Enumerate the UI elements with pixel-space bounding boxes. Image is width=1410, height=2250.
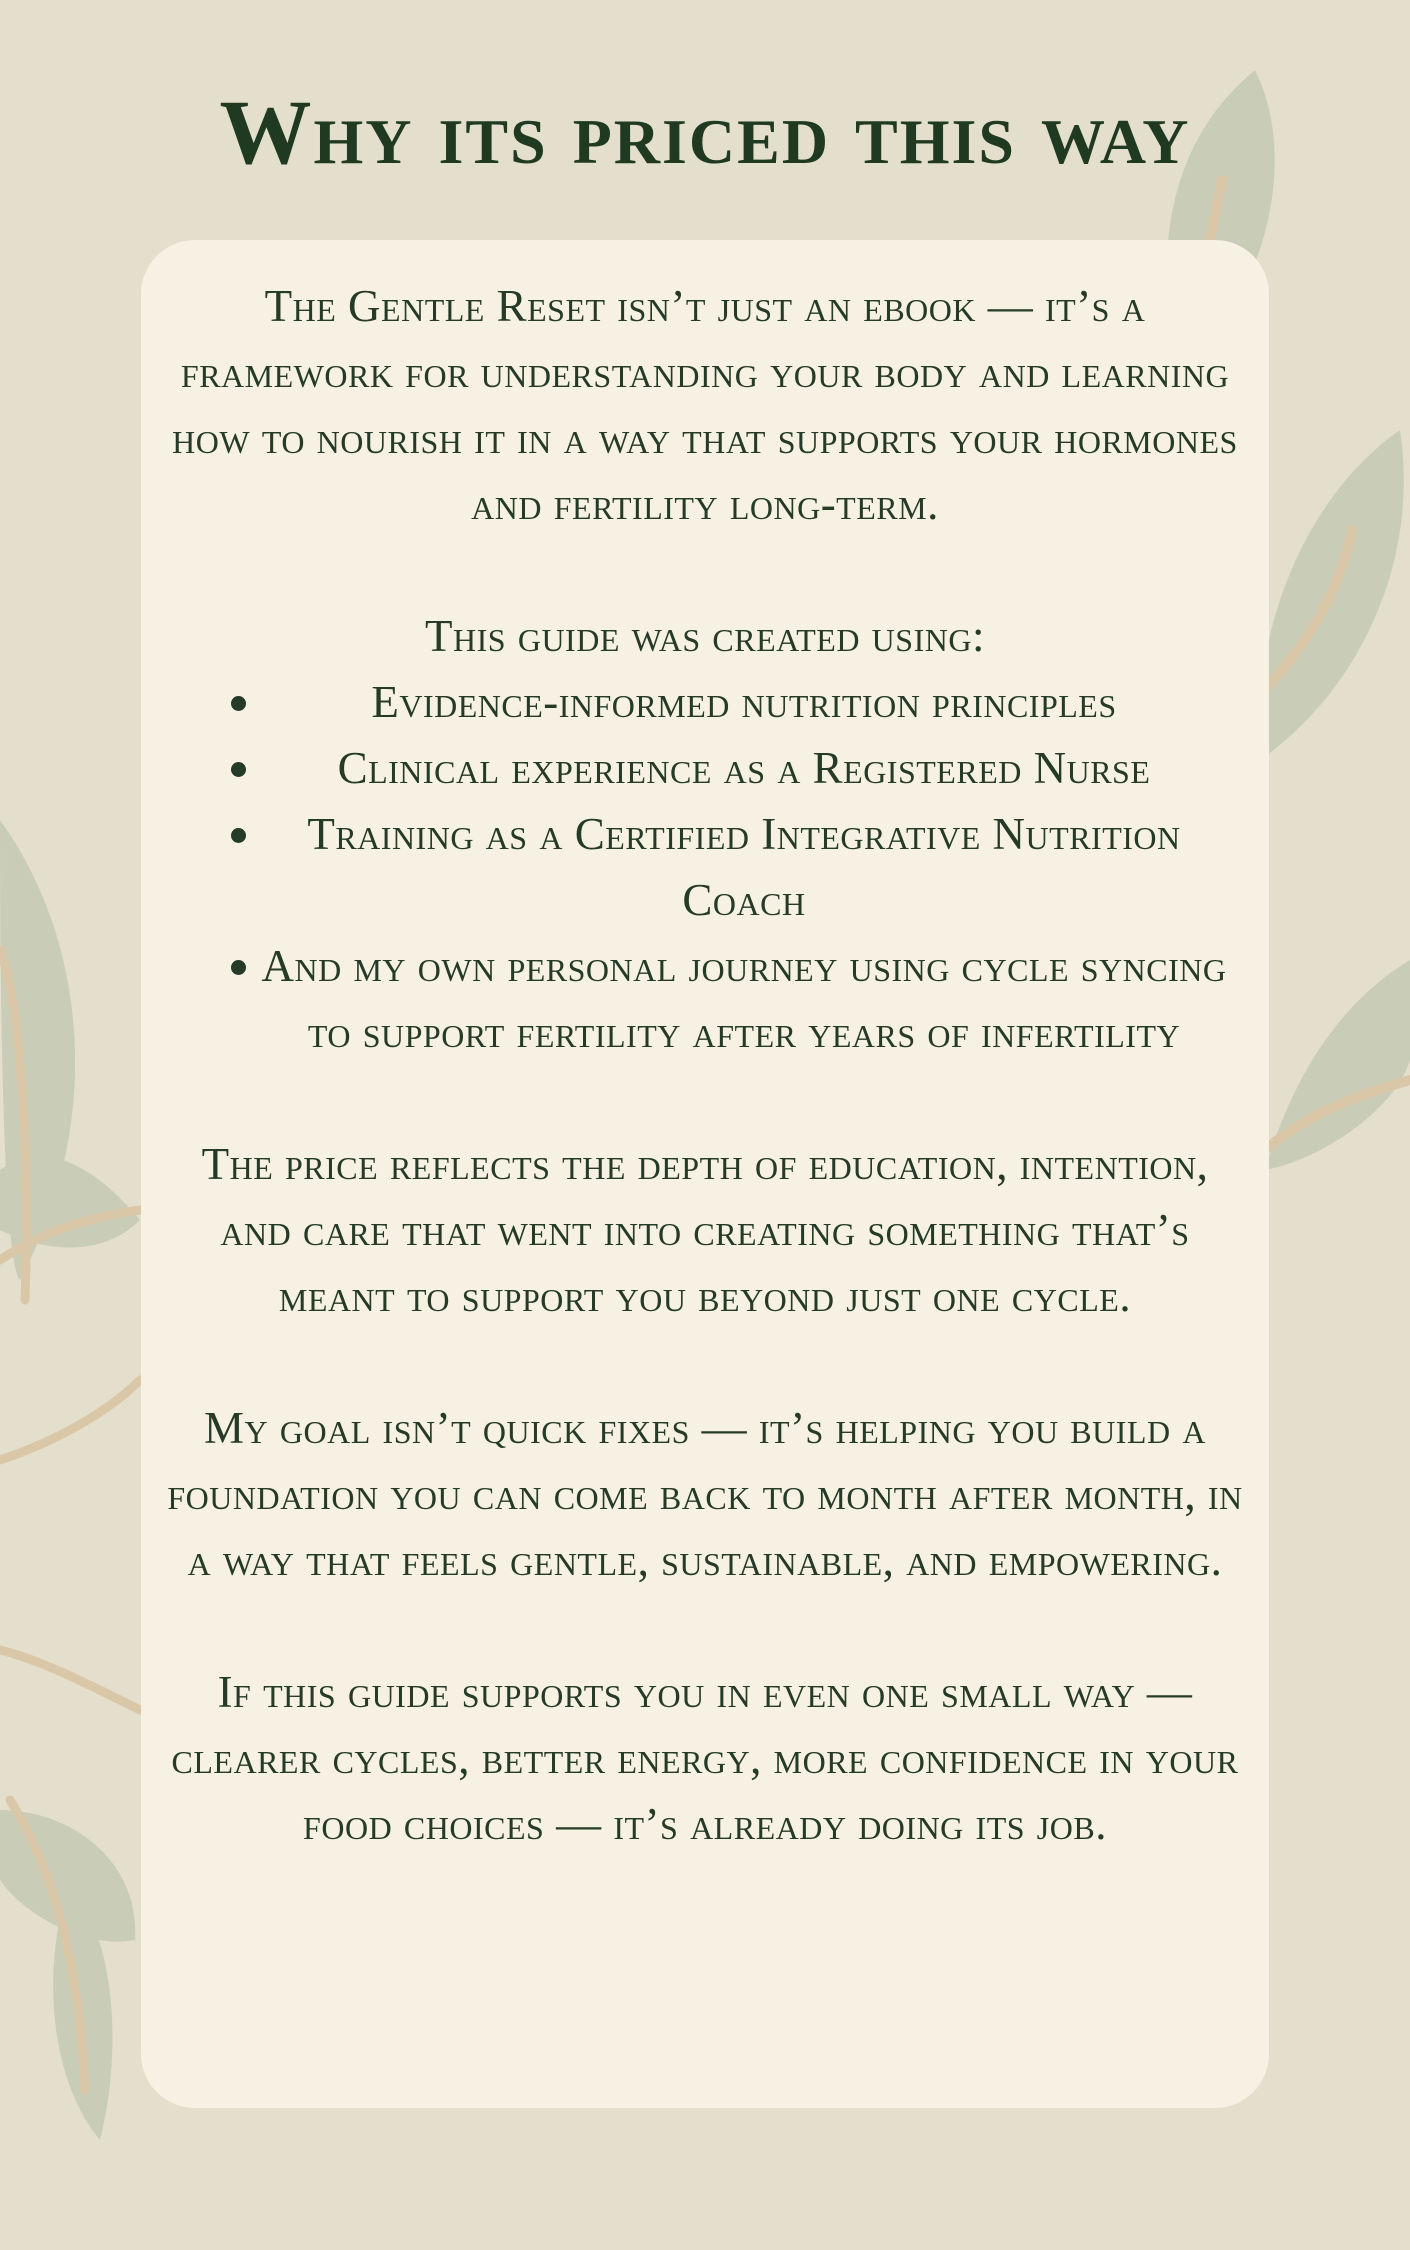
bullet-icon [231,960,246,975]
closing-paragraph: If this guide supports you in even one small way — clearer cycles, better energy, more confidence in your food choices — it’s already doing its job. [171,1667,1239,1849]
list-item [165,933,1245,1065]
list-item [165,801,1245,933]
goal-paragraph: My goal isn’t quick fixes — it’s helping you build a foundation you can come back to month after month, in a way that feels gentle, sustainable, and empowering. [167,1403,1243,1585]
list-heading: This guide was created using: [425,611,985,661]
list-item-text: Training as a Certified Integrative Nutrition Coach [307,809,1181,925]
spacer [165,1065,1245,1131]
price-paragraph: The price reflects the depth of education, intention, and care that went into creating something that’s meant to support you beyond just one cycle. [201,1139,1209,1321]
leaf-decoration-left-icon [0,820,140,2140]
spacer [165,537,1245,603]
list-item [165,669,1245,735]
list-item-text: And my own personal journey using cycle syncing to support fertility after years of infertility [261,941,1227,1057]
bullet-icon [231,696,246,711]
content-card [141,240,1269,2108]
list-item [165,735,1245,801]
bullet-icon [231,762,246,777]
leaf-decoration-right-middle-icon [1259,430,1410,1170]
list-item-text: Clinical experience as a Registered Nurse [337,743,1151,793]
spacer [165,1329,1245,1395]
page-title: Why its priced this way [219,81,1191,183]
spacer [165,1593,1245,1659]
credentials-list [165,669,1245,1065]
intro-paragraph: The Gentle Reset isn’t just an ebook — it’s a framework for understanding your body and learning how to nourish it in a way that supports your hormones and fertility long-term. [172,281,1238,529]
bullet-icon [231,828,246,843]
list-item-text: Evidence-informed nutrition principles [371,677,1117,727]
